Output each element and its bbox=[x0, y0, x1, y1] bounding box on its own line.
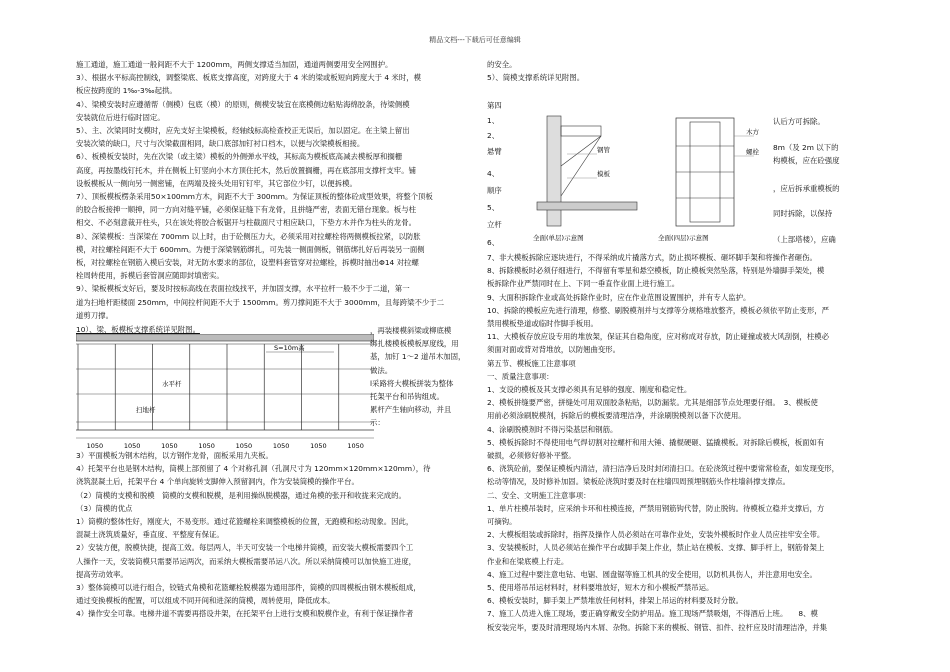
text-line: 破损，必须修好修补平整。 bbox=[487, 451, 576, 461]
text-line: 模，对拉螺栓间距不大于 600mm。为便于深梁钢筋绑扎，可先装一侧面侧板，钢筋绑扎好后再装另一面侧 bbox=[76, 244, 425, 254]
text-line: 3）、根据水平标高控制线，调整梁底、板底支撑高度，对跨度大于 4 米的梁或板短向跨度大于 4 米时，模 bbox=[76, 73, 421, 83]
text-line: 9、大面积拆除作业或高处拆除作业时，应在作业范围设置围护，并有专人监护。 bbox=[487, 292, 751, 302]
fig-four-layer-svg bbox=[650, 106, 772, 246]
left-top-text bbox=[76, 58, 464, 322]
text-line: 4、涂刷脱模剂时不得污染基层和钢筋。 bbox=[487, 424, 618, 434]
bay-label: 1050 bbox=[198, 442, 215, 450]
fig2-label-a: 木方 bbox=[746, 128, 759, 136]
tie-label: 扫地杆 bbox=[136, 406, 156, 414]
text-line: 可摘钩。 bbox=[487, 517, 517, 527]
partial-line: 8m（及 2m 以下的 bbox=[773, 143, 839, 153]
bay-label: 1050 bbox=[86, 442, 104, 450]
text-line: 2、模板拼缝要严密，拼缝处可用双面胶条粘贴，以防漏浆。尤其是细部节点处理要仔细。 3、模板使 bbox=[487, 398, 818, 408]
fig1-caption: 全面(单层)示意图 bbox=[533, 234, 584, 242]
text-line: 4）操作安全可靠。电梯井道不需要再搭设井架，在托架平台上进行支模和脱模作业，有利于保证操作者 bbox=[76, 609, 414, 619]
text-line: 相交、不必刻意裁开柱头，只在该处将胶合板锯开与柱截面尺寸相应缺口，下垫方木并作为柱头的龙骨。 bbox=[76, 218, 416, 228]
text-line: 1）筒模的整体性好，刚度大，不易变形。通过花篮螺栓来调整模板的位置，无跑模和松动现象。因此， bbox=[76, 517, 414, 527]
text-line: 10、拆除的模板应先进行清理，修整、刷脱模剂并与支撑等分规格堆放整齐，模板必须依平防止变形，严 bbox=[487, 305, 829, 315]
text-line: 人操作一天，安装筒模只需要吊运两次，而采纳大模板需要吊运八次。所以采纳筒模可以加快施工进度， bbox=[76, 556, 416, 566]
text-line: 设板模板从一侧向另一侧密铺，在两端及接头处用钉钉牢，其它部位少钉，以便拆模。 bbox=[76, 178, 357, 188]
text-line: 11、大模板存放应设专用的堆放架，保证其自稳角度，应对称成对存放，防止碰撞或被大风刮倒，柱模必 bbox=[487, 332, 829, 342]
bay-label: 1050 bbox=[272, 442, 290, 450]
text-line: 5、模板拆除时不得使用电气焊切割对拉螺杆和用大锤、撬棍硬砸、猛撬模板。对拆除后模板，板面如有 bbox=[487, 437, 825, 447]
bay-label: 1050 bbox=[310, 442, 327, 450]
fig-single-layer-svg bbox=[527, 106, 647, 246]
text-line: 板拆除作业严禁同时在上、下同一垂直作业面上进行施工。 bbox=[487, 279, 680, 289]
partial-line: 顺序 bbox=[487, 186, 502, 196]
text-line: 通过变换模板的配置，可以组成不同开间和进深的筒模，周转使用，降低成本。 bbox=[76, 596, 335, 606]
text-line: 二、安全、文明施工注意事项： bbox=[487, 490, 591, 500]
text-line: 须面对面或背对背堆放，以防翘曲变形。 bbox=[487, 345, 621, 355]
brace-label: 水平杆 bbox=[162, 380, 182, 388]
support-posts bbox=[78, 344, 374, 430]
right-column bbox=[487, 58, 880, 84]
text-line: 3）平面模板为钢木结构，以方钢作龙骨，面板采用九夹板。 bbox=[76, 451, 273, 460]
bay-label: 1050 bbox=[161, 442, 178, 450]
partial-line: 立杆 bbox=[487, 220, 502, 230]
right-partial-left bbox=[487, 99, 527, 249]
right-bottom-text-block bbox=[487, 251, 880, 634]
text-line: 7、非大模板拆除应逐块进行，不得采纳成片撬落方式，防止损坏模板、砸坏脚手架和将操作者砸伤。 bbox=[487, 253, 817, 262]
right-bottom-text bbox=[487, 251, 880, 634]
partial-line: 1、 bbox=[487, 116, 500, 126]
beam-support-svg bbox=[76, 334, 374, 452]
text-line: 安装次梁的缺口，尺寸与次梁截面相同，缺口底部加钉衬口档木，以便与次梁模板相接。 bbox=[76, 139, 365, 149]
text-line: 累杆产生轴向移动，并且 bbox=[370, 405, 452, 415]
text-line: 高度，再按墨线钉托木，并在侧板上钉竖向小木方顶住托木，然后放置搁栅，再在底部用支撑杆支牢。铺 bbox=[76, 165, 416, 175]
text-line: 示： bbox=[370, 418, 385, 428]
text-line: 道剪刀撑。 bbox=[76, 310, 113, 320]
text-line: 5）、筒模支撑系统详见附图。 bbox=[487, 73, 585, 83]
partial-line: 悬臂 bbox=[487, 146, 502, 156]
text-line: 5）、主、次梁同时支模时，应先支好主梁模板，经轴线标高检查校正无误后，加以固定。在主梁上留出 bbox=[76, 126, 410, 136]
text-line: 作业和在梁底模上行走。 bbox=[487, 556, 569, 566]
bay-label: 1050 bbox=[347, 442, 364, 450]
text-line: 2）安装方便，脱模快捷，提高工效。每层两人，半天可安装一个电梯井筒模，而安装大模板需要四个工 bbox=[76, 543, 414, 553]
partial-line: （上部塔楼），应确 bbox=[773, 235, 836, 245]
text-line: 提高劳动效率。 bbox=[76, 569, 128, 579]
partial-line: 第四 bbox=[487, 101, 502, 110]
text-line: 6、模板安装时，脚手架上严禁堆放任何材料，排架上吊运的材料要及时分散。 bbox=[487, 596, 743, 606]
side-notes-list bbox=[370, 324, 466, 430]
text-line: 做法。 bbox=[370, 365, 393, 375]
text-line: 绑扎楼模板模板厚度线，用 bbox=[370, 339, 459, 349]
brace-2 bbox=[561, 136, 601, 166]
partial-line: 2、 bbox=[487, 131, 500, 141]
text-line: 托架平台和吊钩组成。 bbox=[370, 392, 444, 402]
text-line: 8）、深梁模板：当深梁在 700mm 以上时，由于砼侧压力大，必须采用对拉螺栓将两侧模板拉紧，以防胀 bbox=[76, 231, 421, 241]
text-line: 道为扫地杆距楼面 250mm，中间拉杆间距不大于 1500mm。剪刀撑间距不大于 3000mm，且每跨梁不少于二 bbox=[76, 297, 445, 307]
text-line: 6、浇筑砼前，要保证模板内清洁，清扫洁净后及时封闭清扫口。在砼浇筑过程中要常常检查，如发现变形， bbox=[487, 464, 840, 474]
text-line: 栓周转使用，拆模后套管洞应随即封填密实。 bbox=[76, 271, 224, 281]
left-bottom-text-block bbox=[76, 449, 464, 621]
text-line: 用前必须涂刷脱模剂，拆除后的模板要清理洁净，并涂刷脱模剂以备下次使用。 bbox=[487, 411, 746, 421]
text-line: 混凝土浇筑质量好，垂直度、平整度有保证。 bbox=[76, 530, 224, 540]
text-line: 5、使用塔吊吊运材料时，材料要堆放好，短木方和小模板严禁吊运。 bbox=[487, 583, 714, 593]
left-bottom-text bbox=[76, 449, 464, 621]
text-line: 基，加钉 1～2 道吊木加固， bbox=[370, 352, 466, 362]
partial-line: 5、 bbox=[487, 203, 500, 213]
text-line: 一、质量注意事项： bbox=[487, 371, 554, 381]
bracket-top bbox=[561, 126, 601, 136]
text-line: ，再装楼模斜梁或柳底模 bbox=[370, 326, 452, 335]
beam-support-diagram bbox=[76, 334, 374, 452]
text-line: 4）托架平台也是钢木结构，筒模上部预留了 4 个对称孔洞（孔洞尺寸为 120mm×120mm×120mm），待 bbox=[76, 464, 431, 474]
text-line: 4、施工过程中要注意电钻、电锯、圆盘锯等施工机具的安全使用，以防机具伤人，并注意用电安全。 bbox=[487, 569, 817, 579]
text-line: 板安装完毕，要及时清理现场内木屑、杂物。拆除下来的模板、钢管、扣件、拉杆应及时清理洁净，并集 bbox=[487, 622, 827, 632]
text-line: 7）、顶板模板楞条采用50×100mm方木，间距不大于 300mm。为保证顶板的整体砼成型效果，将整个顶板 bbox=[76, 192, 433, 202]
bay-label: 1050 bbox=[123, 442, 141, 450]
partial-line: ，应后拆承重模板的 bbox=[773, 183, 840, 193]
partial-line: 6、 bbox=[487, 237, 500, 247]
text-line: 8、拆除模板时必须仔细进行，不得留有零星和悬空模板，防止模板突然坠落，特别是外墙脚手架处，模 bbox=[487, 266, 825, 276]
text-line: 板，对拉螺栓在钢筋入模后安装，对无防水要求的部位，设塑料套管穿对拉螺栓，拆模时抽出Φ14 对拉螺 bbox=[76, 258, 419, 268]
right-partial-right bbox=[773, 115, 883, 246]
right-top-text bbox=[487, 58, 880, 84]
slab-outline bbox=[76, 334, 374, 341]
text-line: 9）、梁板模板支好后，要及时按标高线在表面拉线找平，并加固支撑，水平拉杆一般不少于二道，第一 bbox=[76, 284, 410, 294]
side-notes bbox=[370, 324, 466, 430]
partial-line: 认后方可拆除。 bbox=[773, 117, 825, 126]
text-line: 第五节、模板施工注意事项 bbox=[487, 358, 576, 368]
fig2-caption: 全面(四层)示意图 bbox=[658, 234, 709, 242]
text-line: （2）筒模的支模和脱模 筒模的支模和脱模，是利用操纵脱模器，通过角模的张开和收拢来完成的。 bbox=[76, 490, 406, 500]
page-header: 精品文档---下载后可任意编辑 bbox=[429, 36, 521, 44]
text-line: 板应按跨度的 1‰-3‰起拱。 bbox=[76, 86, 177, 96]
text-line: 7、施工人员进入施工现场，要正确穿戴安全防护用品。施工现场严禁吸烟，不得酒后上班。 8、模 bbox=[487, 609, 818, 619]
fig1-label-b: 模板 bbox=[597, 170, 610, 178]
fig-single-layer bbox=[527, 106, 647, 246]
fig2-label-b: 螺栓 bbox=[746, 148, 759, 156]
text-line: 4）、梁模安装时应遵循帮（侧模）包底（模）的原则，侧模安装宜在底模侧边粘贴海绵胶条，待梁侧模 bbox=[76, 99, 410, 109]
floor-slab bbox=[537, 202, 637, 210]
text-line: 3、安装模板时，人员必须站在操作平台或脚手架上作业，禁止站在模板、支撑、脚手杆上，钢筋骨架上 bbox=[487, 543, 825, 553]
text-line: 6）、板模板安装时，先在次梁（或主梁）模板的外侧弹水平线，其标高为模板底高减去模板厚和搁栅 bbox=[76, 152, 403, 162]
partial-line: 4、 bbox=[487, 168, 500, 178]
text-line: 施工通道，施工通道一般间距不大于 1200mm，两侧支撑适当加固，通道两侧要用安全网围护。 bbox=[76, 60, 393, 69]
brace-1 bbox=[561, 136, 601, 196]
text-line: 1、单片柱模吊装时，应采纳卡环和柱模连接，严禁用钢筋钩代替，防止脱钩。待模板立稳并支撑后，方 bbox=[487, 503, 825, 513]
text-line: （3）筒模的优点 bbox=[76, 503, 133, 513]
text-line: l采路将大模板拼装为整体 bbox=[370, 378, 454, 388]
spacing-label: S=10m高 bbox=[274, 344, 305, 352]
partial-line: 同时拆除，以保持 bbox=[773, 208, 833, 218]
text-line: 禁用模板垫道或临时作脚手板用。 bbox=[487, 319, 598, 329]
text-line: 1、支设的模板及其支撑必须具有足够的强度、刚度和稳定性。 bbox=[487, 385, 692, 395]
left-column bbox=[76, 58, 464, 336]
text-line: 松动等情况，及时修补加固。梁板砼浇筑时要及时在柱墙四周预埋钢筋头作柱墙斜撑支撑点。 bbox=[487, 477, 791, 487]
text-line: 安装就位后进行临时固定。 bbox=[76, 112, 165, 122]
text-line: 的安全。 bbox=[487, 60, 517, 69]
text-line: 浇筑混凝土后，托架平台 4 个单向旋转支脚伸入预留洞内，作为安装筒模的操作平台。 bbox=[76, 477, 359, 487]
text-line: 2、大模板组装或拆除时，指挥及操作人员必须站在可靠作业处，安装外模板时作业人员应挂牢安全带。 bbox=[487, 530, 825, 540]
text-line: 3）整体筒模可以进行组合，铰链式角模和花篮螺栓脱模器为通用部件，筒模的四周模板由钢木模板组成， bbox=[76, 583, 421, 593]
text-line: 的胶合板接抻一顺抻，同一方向对缝平铺，必须保证缝下有龙骨，且拼缝严密，表面无错台现象。板与柱 bbox=[76, 205, 416, 215]
bay-label: 1050 bbox=[235, 442, 253, 450]
section-10-heading: 10）、梁、板模板支撑系统详见附图。 bbox=[76, 325, 200, 335]
partial-line: 构模板，应在砼强度 bbox=[773, 156, 840, 166]
fig-four-layer bbox=[650, 106, 772, 246]
fig1-label-a: 钢管 bbox=[597, 146, 610, 154]
